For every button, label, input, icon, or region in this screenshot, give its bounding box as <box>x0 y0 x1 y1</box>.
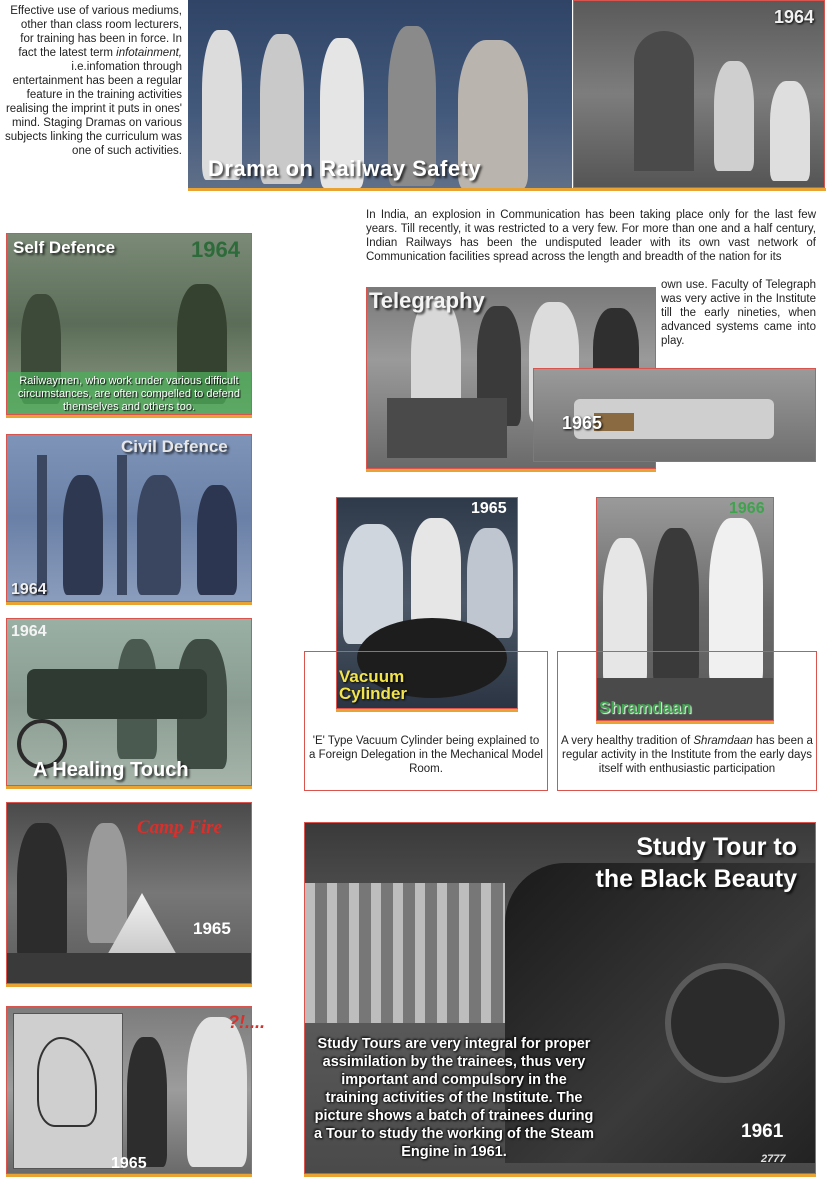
vacuum-year: 1965 <box>471 500 507 517</box>
study-tour-photo <box>304 822 816 1174</box>
camp-fire-year: 1965 <box>193 919 231 938</box>
drama-stage-photo <box>573 0 825 188</box>
drawing-photo <box>6 1006 252 1174</box>
intro-text-part: fact the latest term <box>18 47 117 59</box>
healing-touch-underline <box>6 786 252 789</box>
drawing-exclamation: ?!.... <box>228 1012 265 1032</box>
locomotive-number: 2777 <box>761 1153 786 1165</box>
shramdaan-caption-part: A very healthy tradition of <box>561 735 694 747</box>
shramdaan-year: 1966 <box>729 500 765 517</box>
drama-underline <box>188 188 826 191</box>
civil-defence-photo <box>6 434 252 602</box>
study-tour-underline <box>304 1174 816 1177</box>
intro-emphasis: infotainment, <box>116 47 182 59</box>
vacuum-title-line: Cylinder <box>339 684 408 703</box>
camp-fire-underline <box>6 984 252 987</box>
civil-defence-title: Civil Defence <box>121 437 228 456</box>
intro-line: for training has been in force. In <box>20 33 182 45</box>
healing-touch-title: A Healing Touch <box>33 759 189 781</box>
telegraphy-underline <box>366 469 656 472</box>
intro-line: entertainment has been a regular <box>12 75 182 87</box>
shramdaan-caption <box>561 734 813 776</box>
intro-line: one of such activities. <box>72 145 182 157</box>
vacuum-caption: 'E' Type Vacuum Cylinder being explained to a Foreign Delegation in the Mechanical Model Room. <box>309 735 543 775</box>
civil-defence-year: 1964 <box>11 581 47 598</box>
communication-text-continued: own use. Faculty of Telegraph was very active in the Institute till the early nineties, when advanced systems came into play. <box>661 279 816 347</box>
self-defence-photo <box>6 233 252 415</box>
intro-line: subjects linking the curriculum was <box>4 131 182 143</box>
intro-line: other than class room lecturers, <box>20 19 182 31</box>
intro-line <box>4 46 182 60</box>
intro-line: mind. Staging Dramas on various <box>11 117 182 129</box>
shramdaan-caption-emphasis: Shramdaan <box>693 735 753 747</box>
intro-line: Effective use of various mediums, <box>10 5 182 17</box>
self-defence-underline <box>6 415 252 418</box>
camp-fire-title: Camp Fire <box>137 817 222 838</box>
intro-text <box>4 4 182 158</box>
self-defence-caption: Railwaymen, who work under various difficult circumstances, are often compelled to defend themselves and others too. <box>7 372 251 415</box>
healing-touch-photo <box>6 618 252 786</box>
intro-line: feature in the training activities <box>26 89 182 101</box>
study-tour-title <box>596 831 797 895</box>
communication-text: In India, an explosion in Communication has been taking place only for the last few years. Till recently, it was restricted to a very few. For more than one and a half century, Indian Railways has been the undisputed leader with its own vast network of Communication facilities spread across the length and breadth of the nation for its <box>366 209 816 263</box>
vacuum-title-line: Vacuum <box>339 667 405 686</box>
drawing-year: 1965 <box>111 1155 147 1172</box>
intro-line: i.e.infomation through <box>71 61 182 73</box>
telegraphy-title: Telegraphy <box>369 288 485 313</box>
study-tour-year: 1961 <box>741 1121 784 1142</box>
study-tour-title-line: Study Tour to <box>636 833 797 861</box>
telegraph-instrument-photo <box>533 368 816 462</box>
intro-line: realising the imprint it puts in ones' <box>5 103 182 115</box>
telegraphy-year: 1965 <box>562 413 603 433</box>
self-defence-year: 1964 <box>191 237 240 262</box>
camp-fire-photo <box>6 802 252 984</box>
shramdaan-title: Shramdaan <box>599 698 692 717</box>
self-defence-title: Self Defence <box>13 238 116 257</box>
drama-title: Drama on Railway Safety <box>208 156 482 181</box>
shramdaan-caption-part: has been a regular activity in the Institute from the early days itself with enthusiastic participation <box>562 735 813 775</box>
drawing-underline <box>6 1174 252 1177</box>
healing-touch-year: 1964 <box>11 623 47 640</box>
civil-defence-underline <box>6 602 252 605</box>
study-tour-text: Study Tours are very integral for proper assimilation by the trainees, thus very important and compulsory in the training activities of the Institute. The picture shows a batch of trainees during a Tour to study the working of the Steam Engine in 1961. <box>313 1036 595 1160</box>
study-tour-title-line: the Black Beauty <box>595 865 797 893</box>
drama-year: 1964 <box>774 7 815 27</box>
drama-photo <box>188 0 572 188</box>
